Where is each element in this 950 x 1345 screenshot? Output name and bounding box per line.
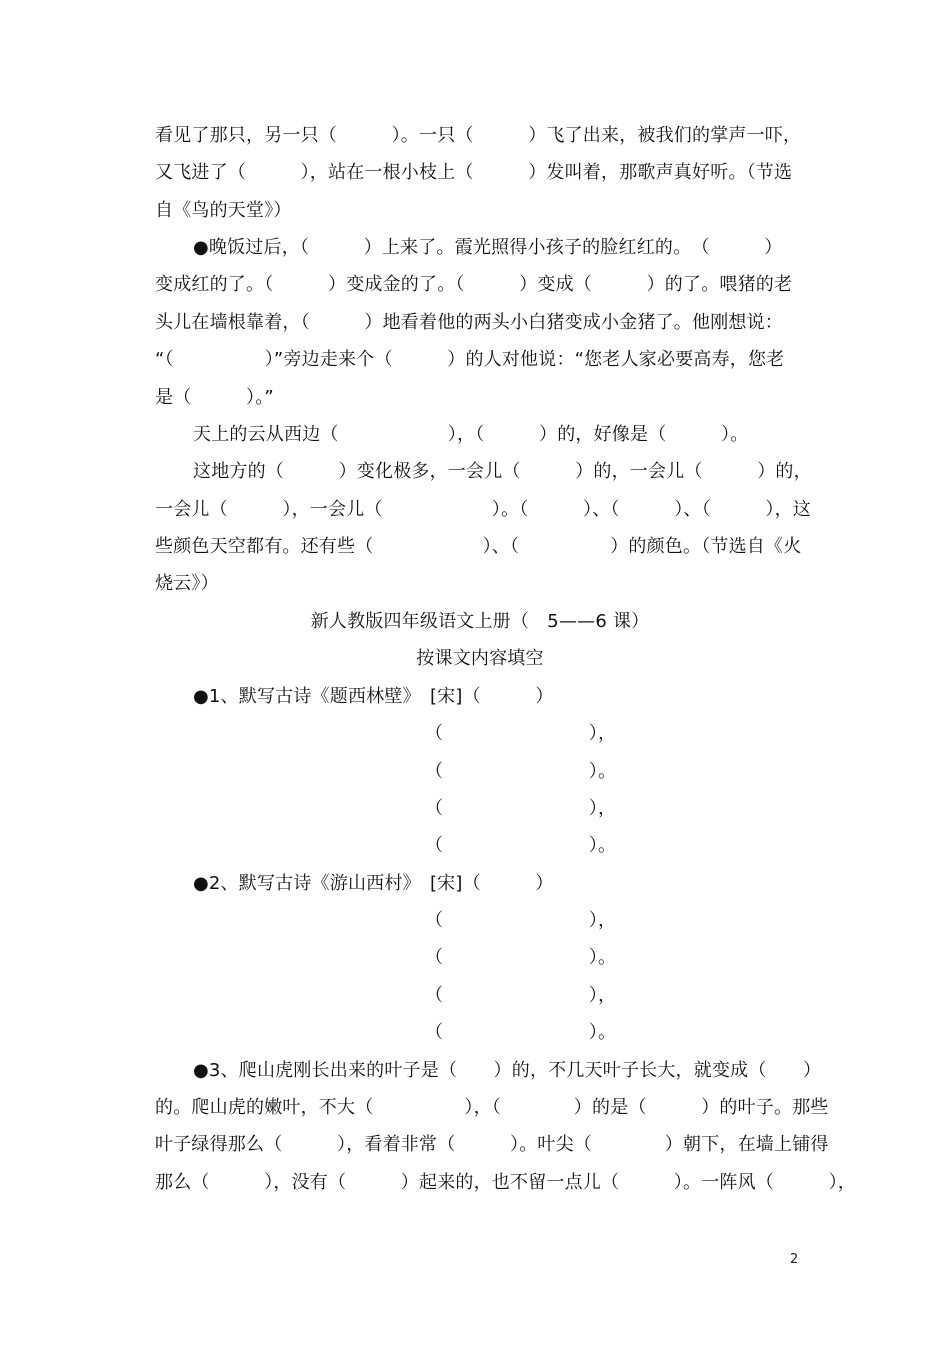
poem-blank-line: （ ）。 bbox=[425, 1022, 617, 1043]
text-line: 的。爬山虎的嫩叶，不大（ ），（ ）的是（ ）的叶子。那些 bbox=[155, 1097, 829, 1118]
text-line: 这地方的（ ）变化极多，一会儿（ ）的，一会儿（ ）的， bbox=[193, 461, 812, 482]
question-heading: ●1、默写古诗《题西林壁》 [宋]（ ） bbox=[193, 686, 554, 707]
poem-blank-line: （ ）， bbox=[425, 798, 617, 819]
poem-blank-line: （ ）。 bbox=[425, 835, 617, 856]
page-number: 2 bbox=[790, 1252, 799, 1267]
text-line: 变成红的了。（ ）变成金的了。（ ）变成（ ）的了。喂猪的老 bbox=[155, 274, 793, 295]
poem-blank-line: （ ）， bbox=[425, 723, 617, 744]
text-line: 那么（ ），没有（ ）起来的，也不留一点儿（ ）。一阵风（ ）， bbox=[155, 1172, 856, 1193]
text-line: ●晚饭过后，（ ）上来了。霞光照得小孩子的脸红红的。 （ ） bbox=[193, 237, 783, 258]
text-line: “（ ）”旁边走来个（ ）的人对他说：“您老人家必要高寿，您老 bbox=[155, 349, 785, 370]
text-line: 一会儿（ ），一会儿（ ）。（ ）、（ ）、（ ），这 bbox=[155, 499, 811, 520]
poem-blank-line: （ ）， bbox=[425, 910, 617, 931]
text-line: 天上的云从西边（ ），（ ）的，好像是（ ）。 bbox=[193, 424, 749, 445]
section-title: 新人教版四年级语文上册（ 5——6 课） bbox=[310, 611, 650, 632]
poem-blank-line: （ ）。 bbox=[425, 947, 617, 968]
text-line: 叶子绿得那么（ ），看着非常（ ）。叶尖（ ）朝下，在墙上铺得 bbox=[155, 1134, 829, 1155]
poem-blank-line: （ ）。 bbox=[425, 761, 617, 782]
text-line: 又飞进了（ ），站在一根小枝上（ ）发叫着，那歌声真好听。（节选 bbox=[155, 162, 793, 183]
section-subtitle: 按课文内容填空 bbox=[416, 648, 544, 669]
text-line: 头儿在墙根靠着，（ ）地看着他的两头小白猪变成小金猪了。他刚想说： bbox=[155, 312, 783, 333]
text-line: 是（ ）。” bbox=[155, 387, 274, 408]
text-line: 些颜色天空都有。还有些（ ）、（ ）的颜色。（节选自《火 bbox=[155, 536, 802, 557]
text-line: 看见了那只，另一只（ ）。一只（ ）飞了出来，被我们的掌声一吓， bbox=[155, 125, 802, 146]
question-heading: ●3、爬山虎刚长出来的叶子是（ ）的，不几天叶子长大，就变成（ ） bbox=[193, 1060, 822, 1081]
poem-blank-line: （ ）， bbox=[425, 985, 617, 1006]
text-line: 自《鸟的天堂》） bbox=[155, 200, 292, 221]
text-line: 烧云》） bbox=[155, 573, 219, 594]
question-heading: ●2、默写古诗《游山西村》 [宋]（ ） bbox=[193, 873, 554, 894]
